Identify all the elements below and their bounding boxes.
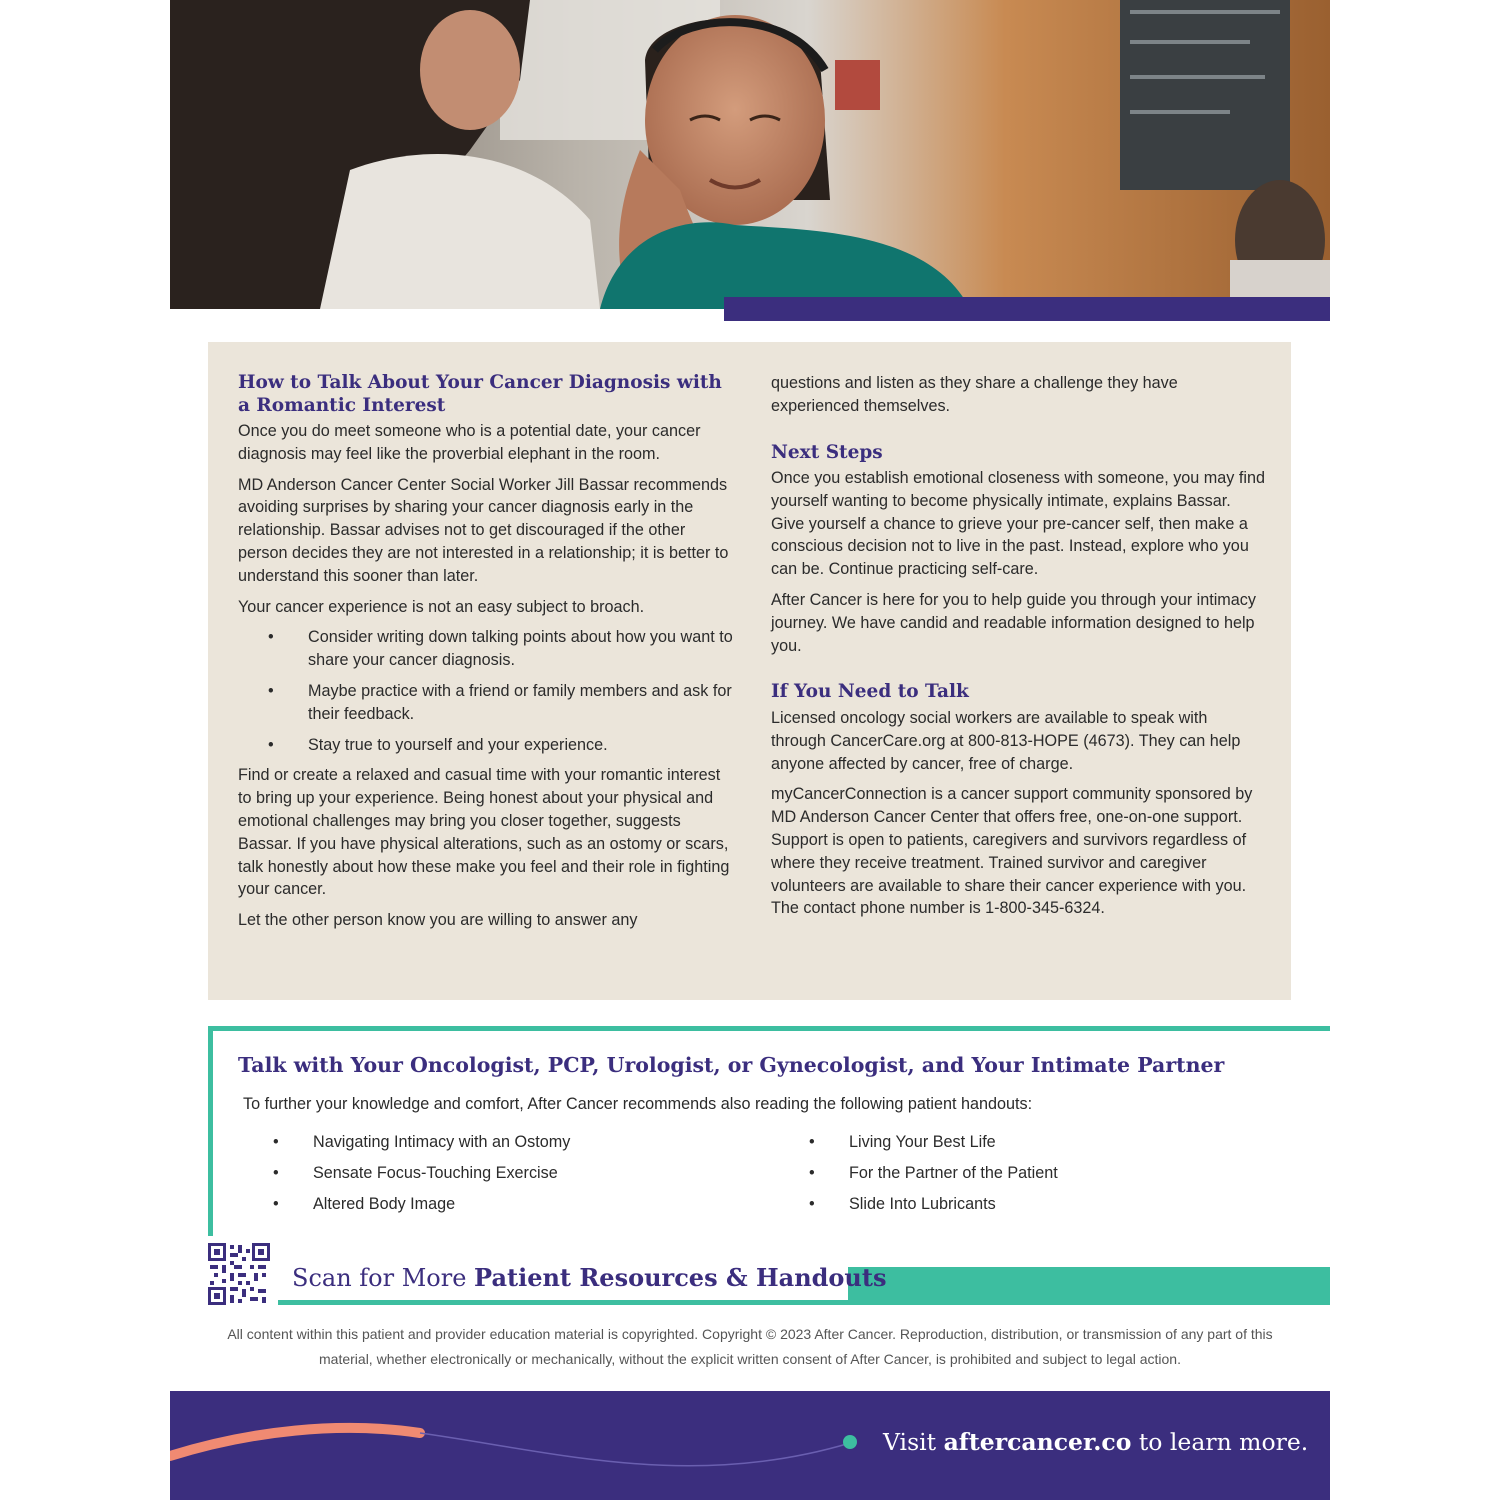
hero-accent-band	[724, 297, 1330, 321]
heading-next-steps: Next Steps	[771, 441, 883, 463]
paragraph: Licensed oncology social workers are available to speak with through CancerCare.org at 800-813-HOPE (4673). They can help anyone affected by cancer, free of charge.	[771, 708, 1241, 773]
handout-item: • Slide Into Lubricants	[809, 1195, 996, 1213]
list-item: • Stay true to yourself and your experience.	[238, 734, 733, 757]
recommendations-intro: To further your knowledge and comfort, After Cancer recommends also reading the following patient handouts:	[243, 1095, 1033, 1113]
bullet-icon: •	[809, 1133, 815, 1151]
bullet-icon: •	[273, 1164, 279, 1182]
hero-photo	[170, 0, 1330, 309]
list-item: • Maybe practice with a friend or family members and ask for their feedback.	[268, 681, 732, 723]
recommendations-title: Talk with Your Oncologist, PCP, Urologist, or Gynecologist, and Your Intimate Partner	[238, 1053, 1225, 1077]
heading-if-you-need-to-talk: If You Need to Talk	[771, 681, 969, 703]
bullet-icon: •	[809, 1195, 815, 1213]
visit-website-link[interactable]: Visit aftercancer.co to learn more.	[883, 1428, 1309, 1456]
copyright-notice: All content within this patient and provider education material is copyrighted. Copyright © 2023 After Cancer. Reproduction, distribution, or transmission of any part of this material, whether electronically or mechanically, without the explicit written consent of After Cancer, is prohibited and subject to legal action.	[227, 1326, 1273, 1367]
paragraph: Once you do meet someone who is a potential date, your cancer diagnosis may feel like the proverbial elephant in the room.	[238, 422, 701, 463]
paragraph: After Cancer is here for you to help guide you through your intimacy journey. We have candid and readable information designed to help you.	[771, 591, 1256, 655]
handouts-list-left	[273, 1131, 570, 1224]
footer-banner	[170, 1391, 1330, 1500]
handout-item: • Sensate Focus-Touching Exercise	[273, 1164, 558, 1182]
bullet-icon: •	[268, 681, 274, 700]
recommendations-box	[208, 1026, 1330, 1236]
handouts-list-right	[809, 1131, 1058, 1224]
qr-code-icon[interactable]	[208, 1243, 270, 1305]
article-panel	[208, 342, 1291, 1000]
paragraph: Find or create a relaxed and casual time with your romantic interest to bring up your experience. Being honest about your physical and emotional challenges may bring you closer together, suggests Bassar. If you have physical alterations, such as an ostomy or scars, talk honestly about how these make you feel and their role in fighting your cancer.	[238, 766, 730, 899]
bullet-icon: •	[273, 1195, 279, 1213]
bullet-icon: •	[273, 1133, 279, 1151]
paragraph: Once you establish emotional closeness with someone, you may find yourself wanting to become physically intimate, explains Bassar. Give yourself a chance to grieve your pre-cancer self, then make a conscious decision not to live in the past. Instead, explore who you can be. Continue practicing self-care.	[771, 469, 1265, 579]
bullet-icon: •	[268, 735, 274, 754]
tips-list	[238, 626, 733, 756]
article-right-column	[771, 372, 1266, 928]
bullet-icon: •	[809, 1164, 815, 1182]
paragraph: myCancerConnection is a cancer support community sponsored by MD Anderson Cancer Center that offers free, one-on-one support. Support is open to patients, caregivers and survivors regardless of where they receive treatment. Trained survivor and caregiver volunteers are available to share their cancer experience with you. The contact phone number is 1-800-345-6324.	[771, 785, 1253, 918]
paragraph: questions and listen as they share a challenge they have experienced themselves.	[771, 374, 1178, 415]
handout-item: • Navigating Intimacy with an Ostomy	[273, 1133, 571, 1151]
list-item: • Consider writing down talking points about how you want to share your cancer diagnosis.	[268, 628, 733, 670]
paragraph: Your cancer experience is not an easy subject to broach.	[238, 597, 645, 616]
handout-item: • For the Partner of the Patient	[809, 1164, 1058, 1182]
paragraph: MD Anderson Cancer Center Social Worker Jill Bassar recommends avoiding surprises by sharing your cancer diagnosis early in the relationship. Bassar advises not to get discouraged if the other person decides they are not interested in a relationship; it is better to understand this sooner than later.	[238, 475, 729, 585]
handout-item: • Living Your Best Life	[809, 1133, 996, 1151]
article-left-column	[238, 372, 733, 940]
handout-item: • Altered Body Image	[273, 1195, 456, 1213]
heading-talk-about-diagnosis: How to Talk About Your Cancer Diagnosis with a Romantic Interest	[238, 372, 722, 416]
scan-resources-link[interactable]: Scan for More Patient Resources & Handouts	[292, 1263, 887, 1292]
paragraph: Let the other person know you are willing to answer any	[238, 911, 638, 930]
bullet-icon: •	[268, 628, 274, 647]
